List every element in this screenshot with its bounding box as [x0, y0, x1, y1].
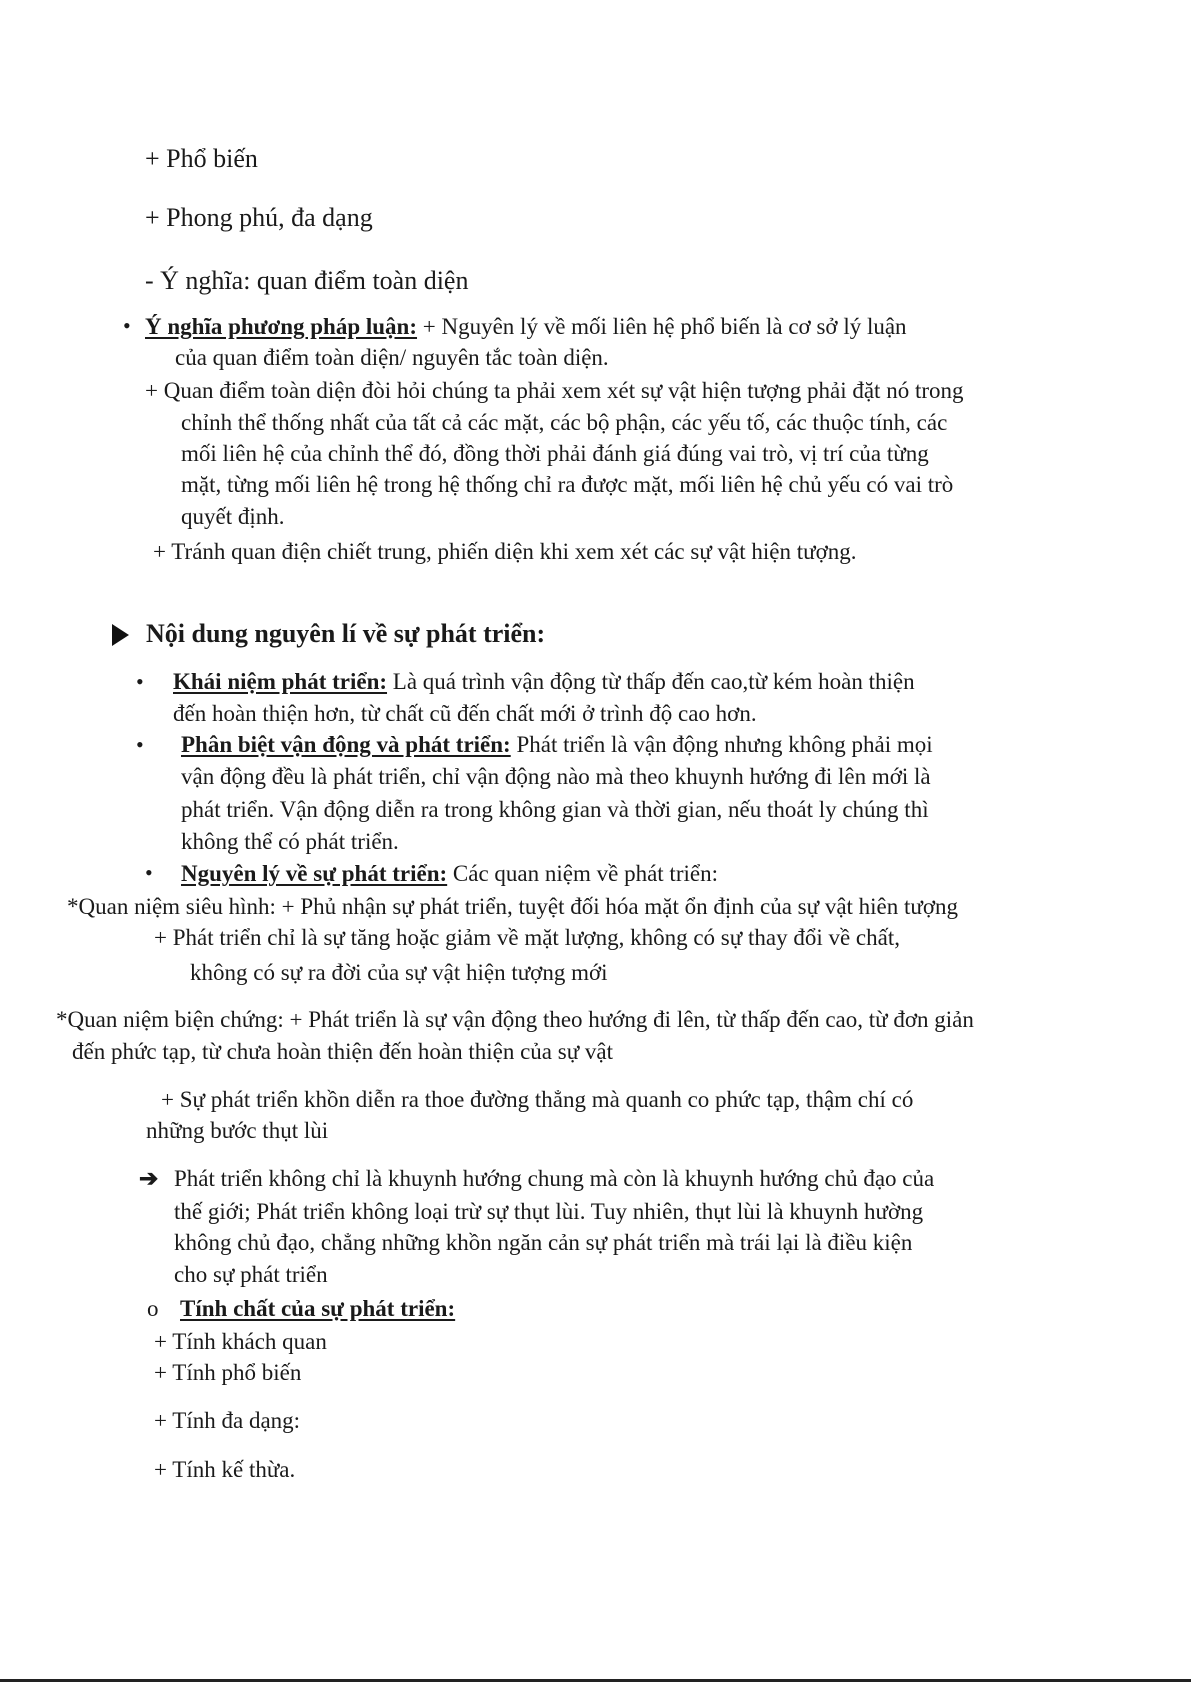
list-marker: o	[147, 1296, 159, 1321]
text-line: + Phong phú, đa dạng	[145, 203, 373, 232]
paragraph-line: *Quan niệm biện chứng: + Phát triển là sự vận động theo hướng đi lên, từ thấp đến cao, từ đơn giản	[56, 1007, 974, 1032]
paragraph-line	[181, 731, 933, 759]
term-label: Ý nghĩa phương pháp luận:	[145, 314, 418, 339]
list-item: + Tính kế thừa.	[154, 1457, 296, 1482]
paragraph-line: vận động đều là phát triển, chỉ vận động nào mà theo khuynh hướng đi lên mới là	[181, 764, 931, 789]
paragraph-line: của quan điểm toàn diện/ nguyên tắc toàn diện.	[175, 345, 609, 370]
arrowhead-bullet-icon	[112, 624, 129, 646]
paragraph-line: những bước thụt lùi	[146, 1118, 329, 1143]
term-label: Tính chất của sự phát triển:	[180, 1296, 456, 1321]
paragraph-line: + Sự phát triển khồn diễn ra thoe đường thẳng mà quanh co phức tạp, thậm chí có	[161, 1087, 914, 1112]
paragraph-line: chỉnh thể thống nhất của tất cả các mặt, các bộ phận, các yếu tố, các thuộc tính, các	[181, 410, 948, 435]
paragraph-line: đến phức tạp, từ chưa hoàn thiện đến hoàn thiện của sự vật	[72, 1039, 614, 1064]
paragraph-line: không có sự ra đời của sự vật hiện tượng mới	[190, 960, 608, 985]
arrow-right-icon: ➔	[139, 1166, 159, 1191]
bullet-dot-icon: •	[123, 313, 131, 338]
paragraph-line: + Tránh quan điện chiết trung, phiến diện khi xem xét các sự vật hiện tượng.	[153, 539, 857, 564]
paragraph-line	[145, 313, 907, 341]
paragraph-line: cho sự phát triển	[174, 1262, 328, 1287]
term-text: Phát triển là vận động nhưng không phải mọi	[510, 732, 933, 757]
list-item: + Tính đa dạng:	[154, 1408, 301, 1433]
bullet-dot-icon: •	[136, 669, 144, 694]
paragraph-line: + Phát triển chỉ là sự tăng hoặc giảm về mặt lượng, không có sự thay đổi về chất,	[154, 925, 900, 950]
term-label: Phân biệt vận động và phát triển:	[181, 732, 511, 757]
paragraph-line: mối liên hệ của chỉnh thể đó, đồng thời phải đánh giá đúng vai trò, vị trí của từng	[181, 441, 929, 466]
page-bottom-rule	[0, 1679, 1191, 1682]
paragraph-line: không chủ đạo, chẳng những khồn ngăn cản sự phát triển mà trái lại là điều kiện	[174, 1230, 913, 1255]
paragraph-line	[181, 860, 718, 888]
paragraph-line: Phát triển không chỉ là khuynh hướng chung mà còn là khuynh hướng chủ đạo của	[174, 1166, 935, 1191]
term-text: Các quan niệm về phát triển:	[447, 861, 718, 886]
paragraph-line: đến hoàn thiện hơn, từ chất cũ đến chất mới ở trình độ cao hơn.	[173, 701, 757, 726]
term-label: Nguyên lý về sự phát triển:	[181, 861, 448, 886]
text-line: - Ý nghĩa: quan điểm toàn diện	[145, 266, 469, 295]
bullet-dot-icon: •	[145, 860, 153, 885]
list-item: + Tính khách quan	[154, 1329, 327, 1354]
term-text: + Nguyên lý về mối liên hệ phổ biến là cơ sở lý luận	[417, 314, 907, 339]
bullet-dot-icon: •	[136, 732, 144, 757]
paragraph-line	[173, 668, 915, 696]
section-heading: Nội dung nguyên lí về sự phát triển:	[146, 619, 546, 648]
term-label: Khái niệm phát triển:	[173, 669, 388, 694]
paragraph-line: quyết định.	[181, 504, 285, 529]
paragraph-line: phát triển. Vận động diễn ra trong không gian và thời gian, nếu thoát ly chúng thì	[181, 797, 929, 822]
paragraph-line: *Quan niệm siêu hình: + Phủ nhận sự phát triển, tuyệt đối hóa mặt ổn định của sự vật hiên tượng	[67, 894, 959, 919]
paragraph-line: thế giới; Phát triển không loại trừ sự thụt lùi. Tuy nhiên, thụt lùi là khuynh hường	[174, 1199, 924, 1224]
term-text: Là quá trình vận động từ thấp đến cao,từ kém hoàn thiện	[387, 669, 915, 694]
paragraph-line: + Quan điểm toàn diện đòi hỏi chúng ta phải xem xét sự vật hiện tượng phải đặt nó trong	[145, 378, 964, 403]
paragraph-line: mặt, từng mối liên hệ trong hệ thống chỉ ra được mặt, mối liên hệ chủ yếu có vai trò	[181, 472, 954, 497]
text-line: + Phổ biến	[145, 144, 258, 173]
list-item: + Tính phổ biến	[154, 1360, 302, 1385]
paragraph-line: không thể có phát triển.	[181, 829, 399, 854]
